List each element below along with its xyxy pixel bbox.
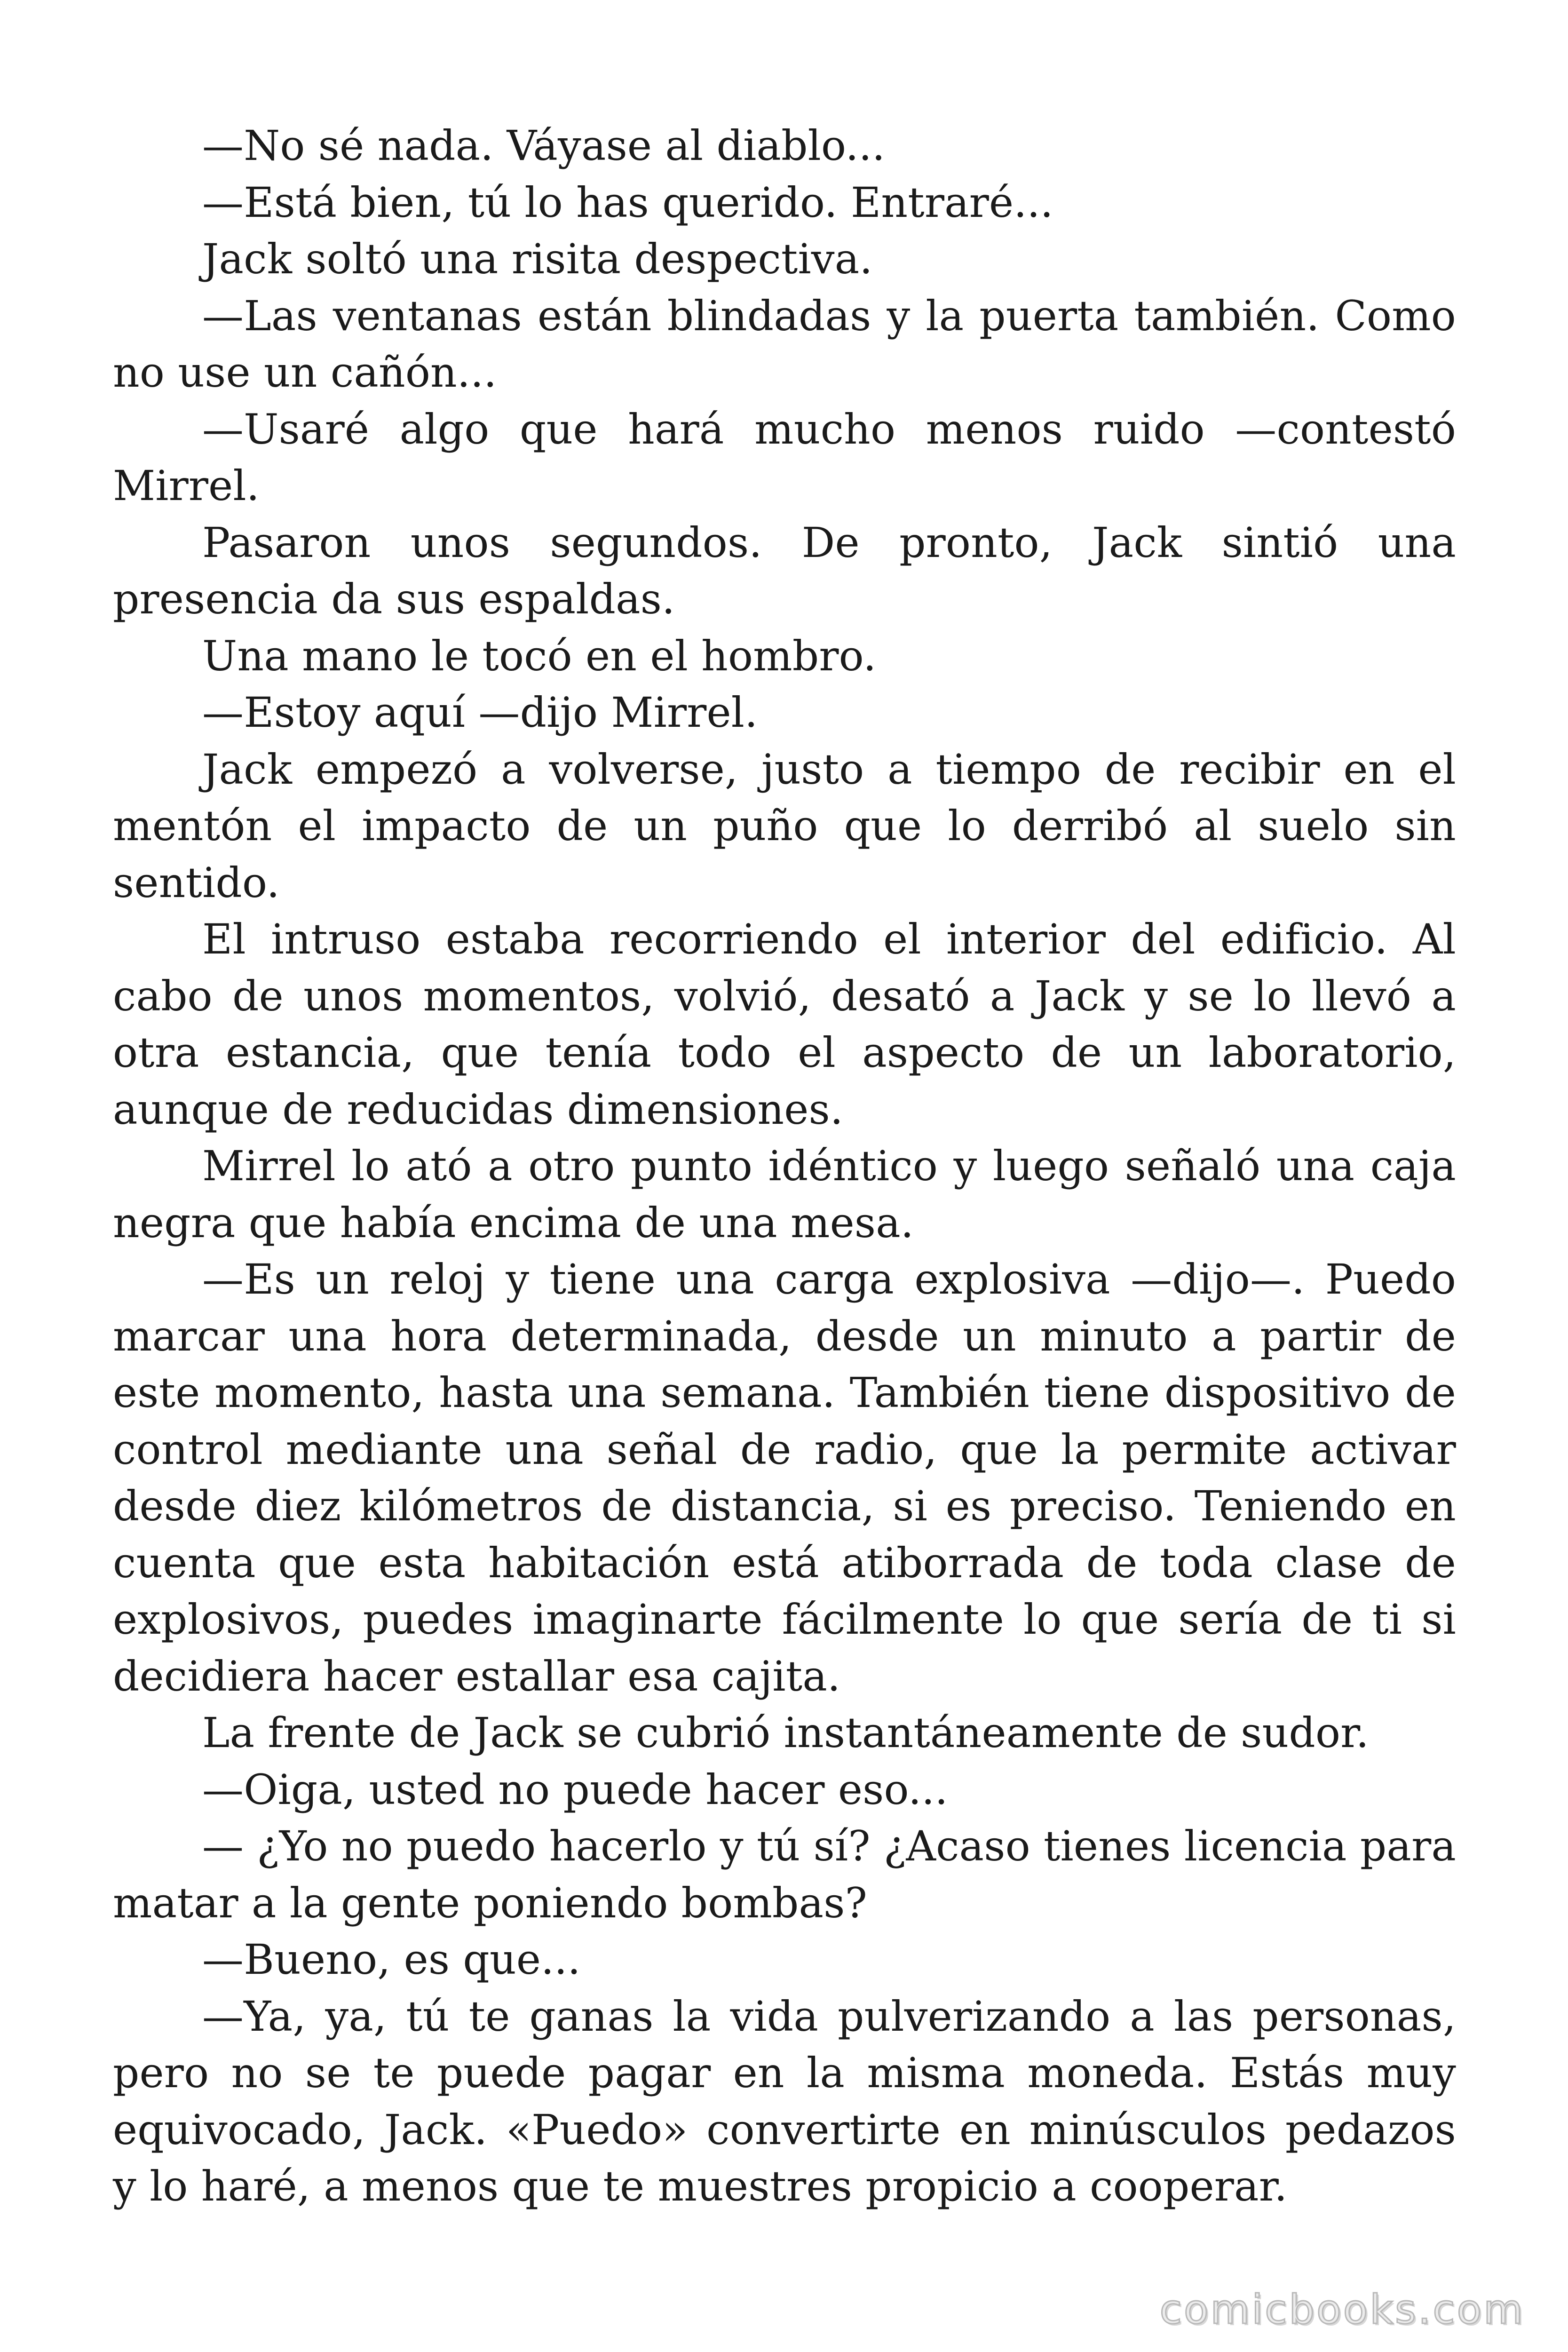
- paragraph-7: Una mano le tocó en el hombro.: [202, 631, 877, 680]
- paragraph-5: —Usaré algo que hará mucho menos ruido —contestó Mirrel.: [113, 405, 1456, 510]
- paragraph-15: — ¿Yo no puedo hacerlo y tú sí? ¿Acaso tienes licencia para matar a la gente poniendo bombas?: [113, 1822, 1456, 1927]
- paragraph-14: —Oiga, usted no puede hacer eso...: [202, 1765, 948, 1814]
- paragraph-11: Mirrel lo ató a otro punto idéntico y luego señaló una caja negra que había encima de una mesa.: [113, 1142, 1456, 1247]
- watermark: comicbooks.com: [1159, 2286, 1525, 2333]
- paragraph-10: El intruso estaba recorriendo el interior del edificio. Al cabo de unos momentos, volvió, desató a Jack y se lo llevó a otra estancia, que tenía todo el aspecto de un laboratorio, aunque de reducidas dimensiones.: [113, 915, 1456, 1134]
- book-page-text: [113, 118, 1456, 2215]
- paragraph-17: —Ya, ya, tú te ganas la vida pulverizando a las personas, pero no se te puede pagar en la misma moneda. Estás muy equivocado, Jack. «Puedo» convertirte en minúsculos pedazos y lo haré, a menos que te muestres propicio a cooperar.: [113, 1992, 1456, 2210]
- paragraph-9: Jack empezó a volverse, justo a tiempo de recibir en el mentón el impacto de un puño que lo derribó al suelo sin sentido.: [113, 745, 1456, 907]
- paragraph-4: —Las ventanas están blindadas y la puerta también. Como no use un cañón...: [113, 291, 1456, 397]
- paragraph-2: —Está bien, tú lo has querido. Entraré...: [202, 178, 1053, 227]
- paragraph-8: —Estoy aquí —dijo Mirrel.: [202, 688, 758, 737]
- paragraph-3: Jack soltó una risita despectiva.: [202, 235, 873, 283]
- paragraph-16: —Bueno, es que...: [202, 1935, 581, 1984]
- paragraph-1: —No sé nada. Váyase al diablo...: [202, 121, 886, 170]
- paragraph-13: La frente de Jack se cubrió instantáneamente de sudor.: [202, 1708, 1369, 1757]
- paragraph-12: —Es un reloj y tiene una carga explosiva —dijo—. Puedo marcar una hora determinada, desde un minuto a partir de este momento, hasta una semana. También tiene dispositivo de control mediante una señal de radio, que la permite activar desde diez kilómetros de distancia, si es preciso. Teniendo en cuenta que esta habitación está atiborrada de toda clase de explosivos, puedes imaginarte fácilmente lo que sería de ti si decidiera hacer estallar esa cajita.: [113, 1255, 1456, 1700]
- paragraph-6: Pasaron unos segundos. De pronto, Jack sintió una presencia da sus espaldas.: [113, 518, 1456, 623]
